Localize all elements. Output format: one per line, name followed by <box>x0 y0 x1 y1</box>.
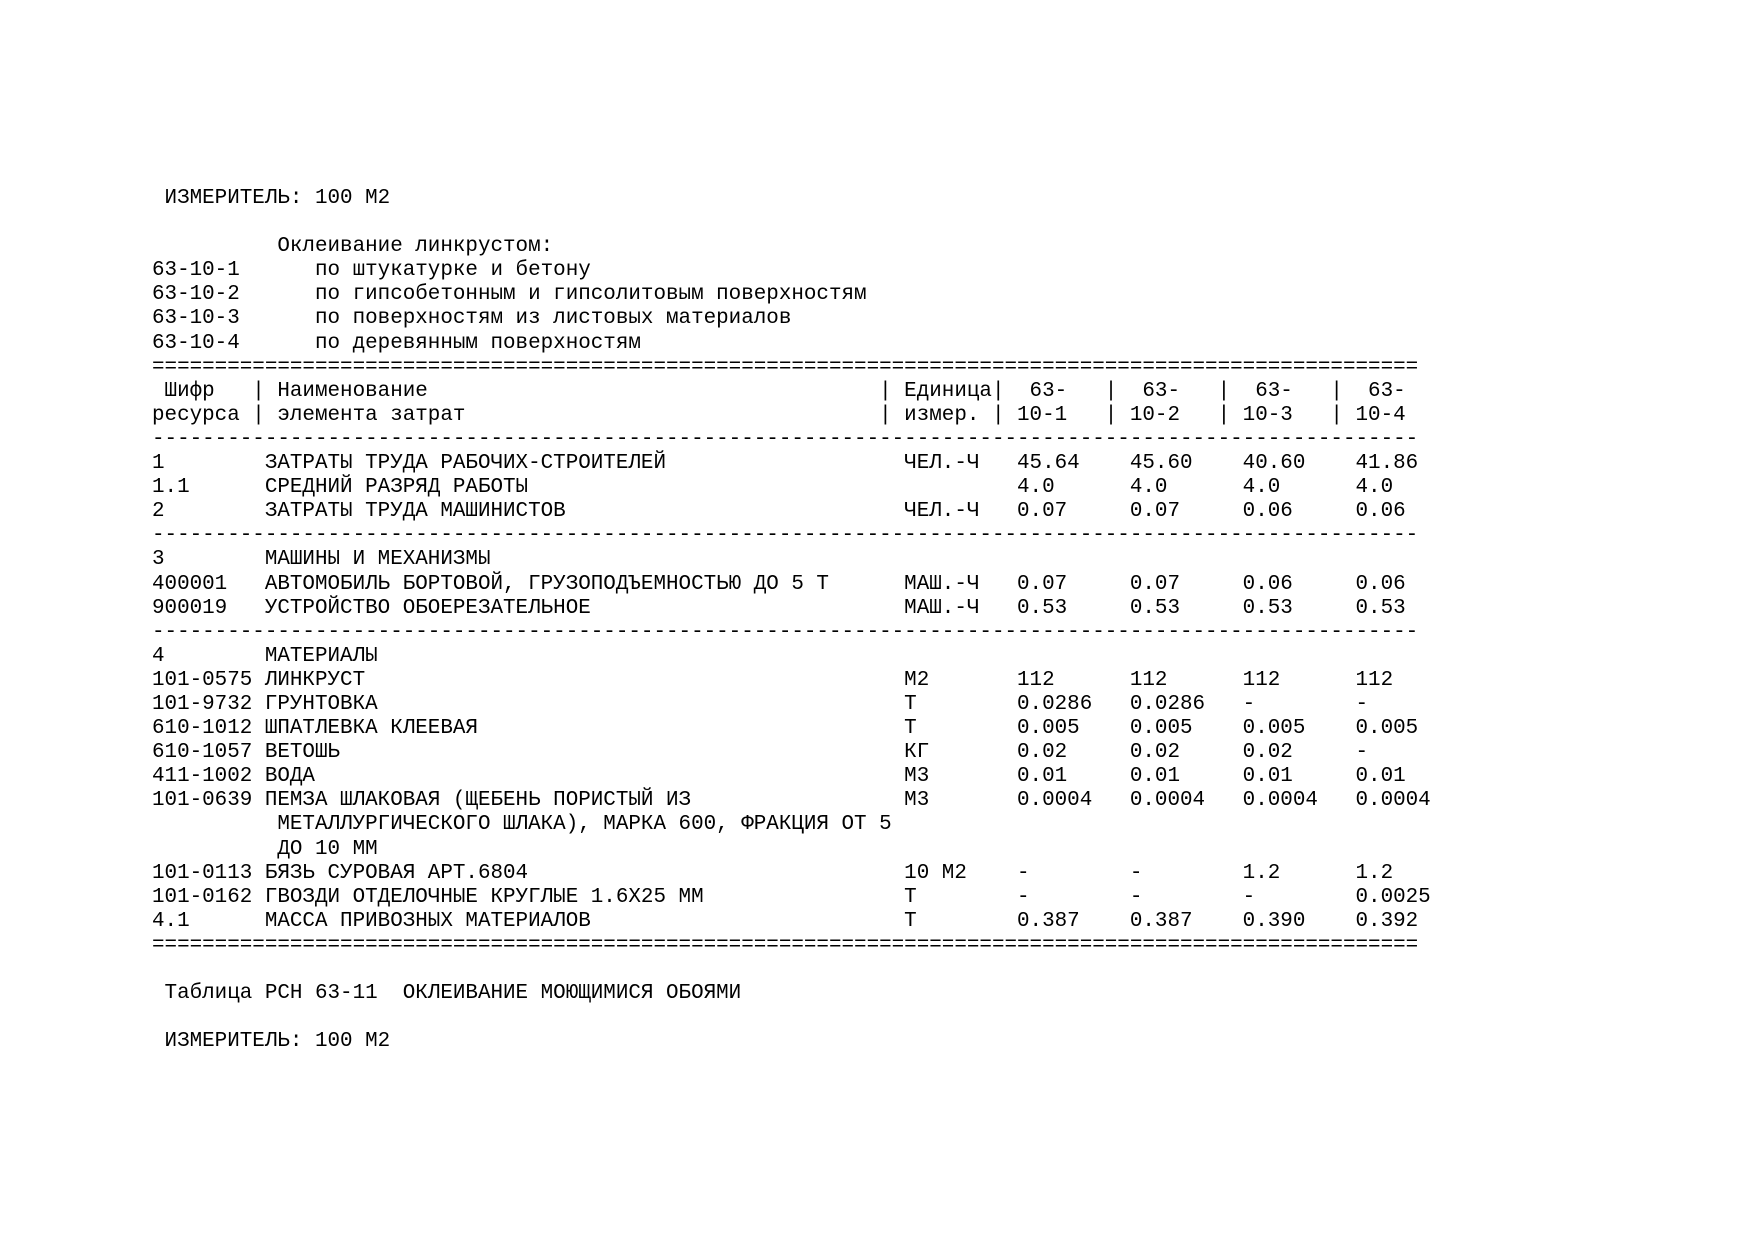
table-row: 900019 УСТРОЙСТВО ОБОЕРЕЗАТЕЛЬНОЕ МАШ.-Ч 0.53 0.53 0.53 0.53 <box>152 596 1406 620</box>
table-row: 101-0639 ПЕМЗА ШЛАКОВАЯ (ЩЕБЕНЬ ПОРИСТЫЙ ИЗ М3 0.0004 0.0004 0.0004 0.0004 <box>152 789 1431 813</box>
blank-line <box>152 1006 1431 1030</box>
table-header-row: ресурса | элемента затрат | измер. | 10-1 | 10-2 | 10-3 | 10-4 <box>152 403 1406 427</box>
document-text <box>152 187 1431 1054</box>
table-row: 411-1002 ВОДА М3 0.01 0.01 0.01 0.01 <box>152 765 1406 789</box>
table-row: 1.1 СРЕДНИЙ РАЗРЯД РАБОТЫ 4.0 4.0 4.0 4.0 <box>152 476 1394 500</box>
table-row: 101-9732 ГРУНТОВКА Т 0.0286 0.0286 - - <box>152 692 1369 716</box>
work-item-line: 63-10-2 по гипсобетонным и гипсолитовым поверхностям <box>152 283 867 307</box>
table-row-continuation: ДО 10 ММ <box>152 837 378 861</box>
dashed-rule: ----------------------------------------------------------------------------------------------------- <box>152 427 1419 451</box>
blank-line <box>152 211 1431 235</box>
section-heading: 3 МАШИНЫ И МЕХАНИЗМЫ <box>152 548 491 572</box>
work-item-line: 63-10-4 по деревянным поверхностям <box>152 331 641 355</box>
table-row: 4.1 МАССА ПРИВОЗНЫХ МАТЕРИАЛОВ Т 0.387 0.387 0.390 0.392 <box>152 909 1419 933</box>
dashed-rule: ----------------------------------------------------------------------------------------------------- <box>152 620 1419 644</box>
next-table-title: Таблица РСН 63-11 ОКЛЕИВАНИЕ МОЮЩИМИСЯ ОБОЯМИ <box>152 982 742 1006</box>
table-row: 101-0575 ЛИНКРУСТ М2 112 112 112 112 <box>152 668 1394 692</box>
measure-unit-line: ИЗМЕРИТЕЛЬ: 100 М2 <box>152 1030 391 1054</box>
table-header-row: Шифр | Наименование | Единица| 63- | 63- | 63- | 63- <box>152 379 1406 403</box>
table-row: 1 ЗАТРАТЫ ТРУДА РАБОЧИХ-СТРОИТЕЛЕЙ ЧЕЛ.-Ч 45.64 45.60 40.60 41.86 <box>152 452 1419 476</box>
table-row: 610-1012 ШПАТЛЕВКА КЛЕЕВАЯ Т 0.005 0.005 0.005 0.005 <box>152 717 1419 741</box>
table-row: 610-1057 ВЕТОШЬ КГ 0.02 0.02 0.02 - <box>152 741 1369 765</box>
double-rule: ===================================================================================================== <box>152 933 1419 957</box>
section-heading: 4 МАТЕРИАЛЫ <box>152 644 378 668</box>
measure-unit-line: ИЗМЕРИТЕЛЬ: 100 М2 <box>152 187 391 210</box>
blank-line <box>152 958 1431 982</box>
double-rule: ===================================================================================================== <box>152 355 1419 379</box>
work-group-title: Оклеивание линкрустом: <box>152 235 554 259</box>
dashed-rule: ----------------------------------------------------------------------------------------------------- <box>152 524 1419 548</box>
table-row-continuation: МЕТАЛЛУРГИЧЕСКОГО ШЛАКА), МАРКА 600, ФРАКЦИЯ ОТ 5 <box>152 813 892 837</box>
work-item-line: 63-10-3 по поверхностям из листовых материалов <box>152 307 792 331</box>
table-row: 400001 АВТОМОБИЛЬ БОРТОВОЙ, ГРУЗОПОДЪЕМНОСТЬЮ ДО 5 Т МАШ.-Ч 0.07 0.07 0.06 0.06 <box>152 572 1406 596</box>
table-row: 2 ЗАТРАТЫ ТРУДА МАШИНИСТОВ ЧЕЛ.-Ч 0.07 0.07 0.06 0.06 <box>152 500 1406 524</box>
table-row: 101-0113 БЯЗЬ СУРОВАЯ АРТ.6804 10 М2 - - 1.2 1.2 <box>152 861 1394 885</box>
work-item-line: 63-10-1 по штукатурке и бетону <box>152 259 591 283</box>
table-row: 101-0162 ГВОЗДИ ОТДЕЛОЧНЫЕ КРУГЛЫЕ 1.6Х25 ММ Т - - - 0.0025 <box>152 885 1431 909</box>
